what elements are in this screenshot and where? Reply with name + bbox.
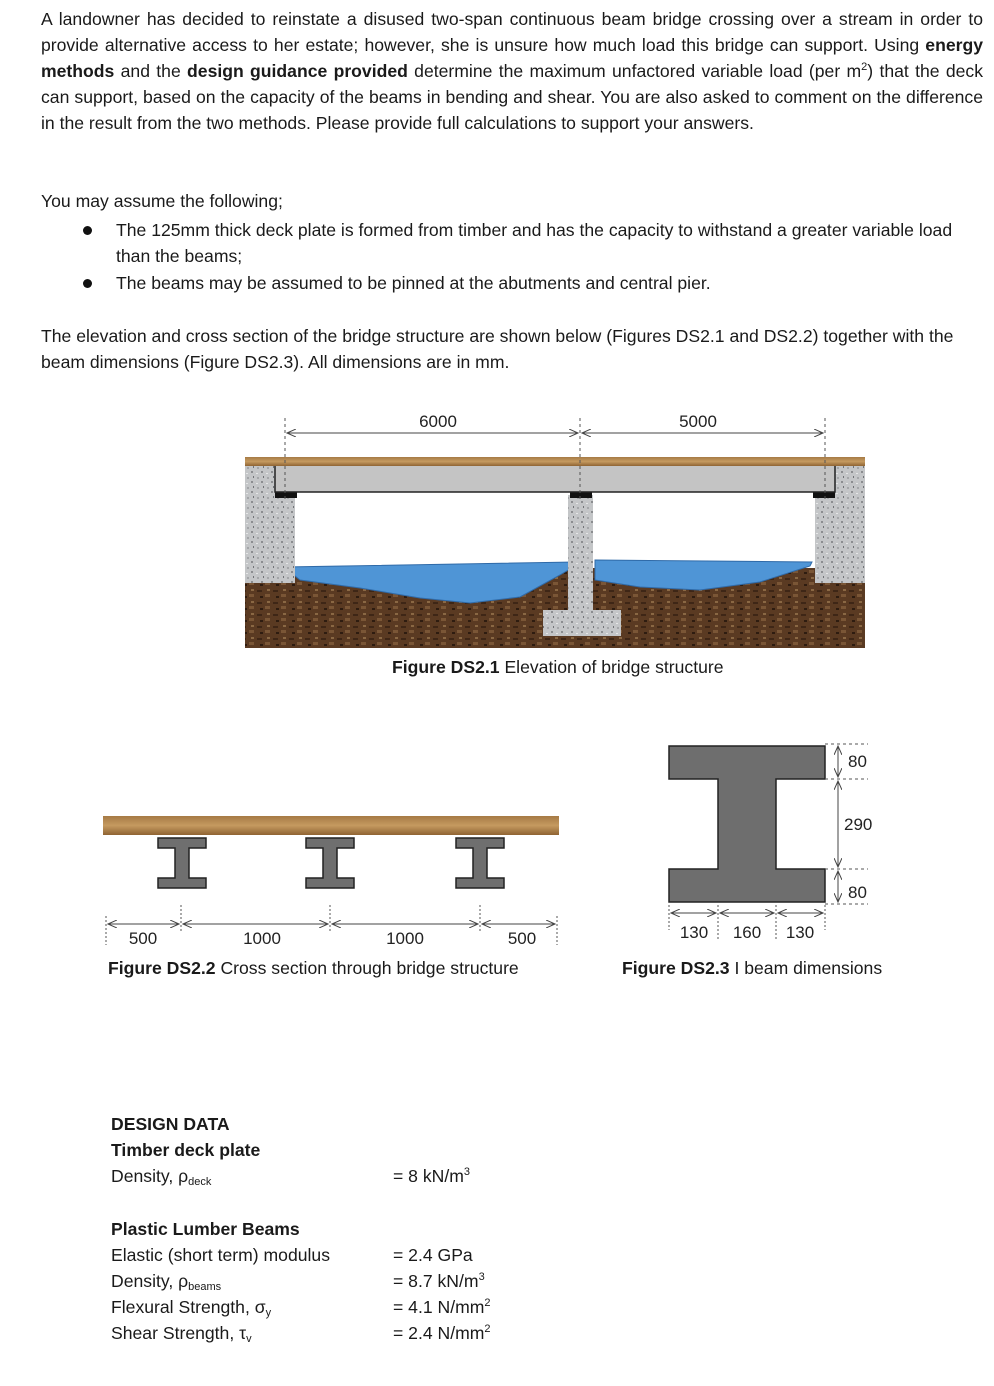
cross-section-drawing bbox=[103, 816, 559, 945]
timber-deck-title: Timber deck plate bbox=[111, 1140, 261, 1160]
dim-1000-right: 1000 bbox=[386, 929, 424, 948]
bridge-elevation-drawing bbox=[245, 418, 865, 648]
design-data-title: DESIGN DATA bbox=[111, 1114, 230, 1134]
beam-density-value: = 8.7 $kN/m^3$ bbox=[393, 1271, 485, 1291]
span-2-label: 5000 bbox=[679, 412, 717, 431]
shear-strength-label: Shear Strength, $\tau_v$ bbox=[111, 1323, 252, 1345]
flexural-strength-value: = 4.1 $N/mm^2$ bbox=[393, 1297, 491, 1317]
dim-w-160: 160 bbox=[732, 923, 762, 942]
figure-ds2-1-caption: Figure DS2.1 Elevation of bridge structure bbox=[392, 657, 724, 677]
dim-500-left: 500 bbox=[128, 929, 158, 948]
span-1-label: 6000 bbox=[419, 412, 457, 431]
deck-plate-elevation bbox=[245, 457, 865, 466]
i-beam-dimension-drawing bbox=[669, 744, 868, 940]
pier-footing bbox=[543, 610, 621, 636]
dim-500-right: 500 bbox=[507, 929, 537, 948]
figure-ds2-2-caption: Figure DS2.2 Cross section through bridge structure bbox=[108, 958, 519, 978]
figure-ds2-3-caption: Figure DS2.3 I beam dimensions bbox=[622, 958, 883, 978]
dim-w-130-left: 130 bbox=[679, 923, 709, 942]
assumption-item-1: The 125mm thick deck plate is formed from timber and has the capacity to withstand a greater variable load than the beams; bbox=[116, 220, 953, 266]
central-pier bbox=[568, 495, 593, 610]
shear-strength-value: = 2.4 $N/mm^2$ bbox=[393, 1323, 491, 1343]
assumptions-lead: You may assume the following; bbox=[41, 191, 283, 211]
deck-density-value: = 8 $kN/m^3$ bbox=[393, 1166, 471, 1186]
dim-1000-left: 1000 bbox=[243, 929, 281, 948]
beam-density-label: Density, $\rho_{beams}$ bbox=[111, 1271, 222, 1293]
flexural-strength-label: Flexural Strength, $\sigma_y$ bbox=[111, 1297, 272, 1319]
modulus-label: Elastic (short term) modulus bbox=[111, 1245, 331, 1265]
elevation-paragraph: The elevation and cross section of the bridge structure are shown below (Figures DS2.1 and DS2.2) together with the beam dimensions (Figure DS2.3). All dimensions are in mm. bbox=[41, 326, 954, 372]
dim-w-130-right: 130 bbox=[785, 923, 815, 942]
energy-methods-bold: energy methods bbox=[41, 35, 983, 81]
i-beam-section bbox=[669, 746, 825, 902]
design-guidance-bold: design guidance provided bbox=[187, 61, 408, 81]
dim-top-flange: 80 bbox=[848, 752, 867, 771]
intro-paragraph: A landowner has decided to reinstate a disused two-span continuous beam bridge crossing over a stream in order to provide alternative access to her estate; however, she is unsure how much load this bridge can support. Using energy methods and the design guidance provided determine the maximum unfactored variable load (per $m^2$) that the deck can support, based on the capacity of the beams in bending and shear. You are also asked to comment on the difference in the result from the two methods. Please provide full calculations to support your answers. bbox=[41, 9, 984, 133]
assumption-item-2: The beams may be assumed to be pinned at the abutments and central pier. bbox=[116, 273, 711, 293]
deck-plate-section bbox=[103, 816, 559, 835]
dim-bottom-flange: 80 bbox=[848, 883, 867, 902]
deck-density-label: Density, $\rho_{deck}$ bbox=[111, 1166, 212, 1188]
plastic-lumber-title: Plastic Lumber Beams bbox=[111, 1219, 300, 1239]
modulus-value: = 2.4 GPa bbox=[393, 1245, 473, 1265]
beam-elevation bbox=[275, 465, 835, 492]
dim-web: 290 bbox=[844, 815, 873, 834]
